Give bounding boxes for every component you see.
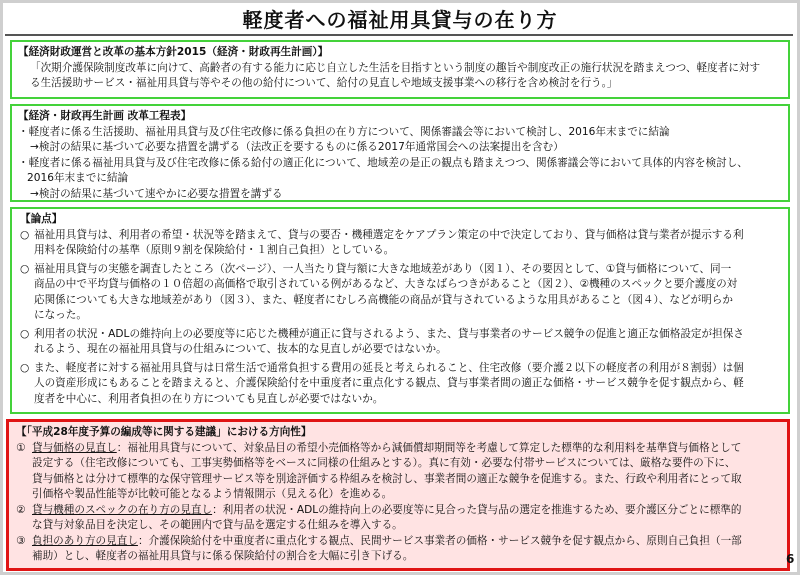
- issues-paragraph: [20, 228, 782, 259]
- issues-p4-line-1: また、軽度者に対する福祉用具貸与は日常生活で通常負担する費用の延長と考えられること、住宅改修（要介護２以下の軽度者の利用が８割弱）は個: [34, 361, 744, 374]
- reform-schedule-line-1: ・軽度者に係る生活援助、福祉用具貸与及び住宅改修に係る負担の在り方について、関係審議会等において検討し、2016年末までに結論: [18, 125, 670, 138]
- issues-heading: 【論点】: [20, 213, 63, 225]
- recommendation-item: [16, 441, 780, 503]
- basic-policy-heading: 【経済財政運営と改革の基本方針2015（経済・財政再生計画）】: [18, 46, 329, 58]
- slide-title: 軽度者への福祉用具貸与の在り方: [242, 8, 558, 32]
- item-3-line-1: ：介護保険給付を中重度者に重点化する観点、民間サービス事業者の価格・サービス競争を促す観点から、原則自己負担（一部: [137, 534, 742, 547]
- issues-p2-line-1: 福祉用具貸与の実態を調査したところ（次ページ）、一人当たり貸与額に大きな地域差があり（図１）、その要因として、①貸与価格について、同一: [34, 262, 732, 275]
- issues-p3-line-1: 利用者の状況・ADLの維持向上の必要度等に応じた機種が適正に貸与されるよう、また、貸与事業者のサービス競争の促進と適正な価格設定が担保さ: [34, 327, 744, 340]
- issues-p4-line-3: 度者を中心に、利用者負担の在り方についても見直しが必要ではないか。: [34, 392, 384, 405]
- item-2-subtitle: 貸与機種のスペックの在り方の見直し: [32, 503, 213, 516]
- issues-p4-line-2: 人の資産形成にもあることを踏まえると、介護保険給付を中重度者に重点化する観点、貸与事業者間の適正な価格・サービス競争を促す観点から、軽: [34, 377, 744, 389]
- item-2-line-2: な貸与対象品目を決定し、その範囲内で貸与品を選定する仕組みを導入する。: [32, 519, 403, 531]
- item-number-2: ②: [16, 503, 26, 516]
- budget-recommendation-heading: 【「平成28年度予算の編成等に関する建議」における方向性】: [16, 426, 312, 438]
- item-1-line-2: 設定する（住宅改修についても、工事実勢価格等をベースに同様の仕組みとする）。真に有効・必要な付帯サービスについては、厳格な要件の下に、: [32, 457, 736, 469]
- reform-schedule-line-2: →検討の結果に基づいて必要な措置を講ずる（法改正を要するものに係る2017年通常国会への法案提出を含む）: [30, 141, 564, 153]
- recommendation-item: [16, 534, 780, 565]
- issues-p2-line-2: 商品の中で平均貸与価格の１０倍超の高価格で取引されている例があるなど、大きなばらつきがあること（図２）、②機種のスペックと要介護度の対: [34, 278, 738, 290]
- issues-paragraph: [20, 327, 782, 358]
- item-1-line-4: 引価格や製品性能等が比較可能となるよう情報開示（見える化）を進める。: [32, 488, 393, 500]
- issues-p3-line-2: れるよう、現在の福祉用具貸与の仕組みについて、抜本的な見直しが必要ではないか。: [34, 343, 447, 355]
- item-2-line-1: ：利用者の状況・ADLの維持向上の必要度等に見合った貸与品の選定を推進するため、要介護区分ごとに標準的: [212, 503, 742, 516]
- item-3-line-2: 補助）とし、軽度者の福祉用具貸与に係る保険給付の割合を大幅に引き下げる。: [32, 550, 414, 562]
- item-1-subtitle: 貸与価格の見直し: [32, 441, 117, 454]
- title-underline: [5, 34, 793, 36]
- basic-policy-box: [10, 40, 790, 99]
- circle-bullet-icon: ○: [20, 228, 30, 241]
- issues-p1-line-1: 福祉用具貸与は、利用者の希望・状況等を踏まえて、貸与の要否・機種選定をケアプラン策定の中で決定しており、貸与価格は貸与業者が提示する利: [34, 228, 744, 241]
- circle-bullet-icon: ○: [20, 361, 30, 374]
- issues-paragraph: [20, 361, 782, 408]
- issues-box: [10, 207, 790, 414]
- reform-schedule-heading: 【経済・財政再生計画 改革工程表】: [18, 110, 192, 122]
- reform-schedule-line-3: ・軽度者に係る福祉用具貸与及び住宅改修に係る給付の適正化について、地域差の是正の観点も踏まえつつ、関係審議会等において具体的内容を検討し、: [18, 156, 748, 169]
- item-number-3: ③: [16, 534, 26, 547]
- item-1-line-3: 貸与価格とは分けて標準的な保守管理サービス等を別途評価する枠組みを検討し、事業者間の適正な競争を促進する。また、行政や利用者にとって取: [32, 472, 742, 485]
- reform-schedule-line-5: →検討の結果に基づいて速やかに必要な措置を講ずる: [30, 187, 283, 200]
- budget-recommendation-box: [6, 419, 790, 571]
- reform-schedule-box: [10, 104, 790, 202]
- recommendation-item: [16, 503, 780, 534]
- basic-policy-line-2: る生活援助サービス・福祉用具貸与等やその他の給付について、給付の見直しや地域支援事業への移行を含め検討を行う。」: [30, 77, 618, 89]
- issues-p1-line-2: 用料を保険給付の基準（原則９割を保険給付・１割自己負担）としている。: [34, 244, 395, 256]
- page-number: 6: [786, 552, 795, 566]
- reform-schedule-line-4: 2016年末までに結論: [27, 172, 129, 184]
- issues-p2-line-4: になった。: [34, 309, 87, 321]
- issues-p2-line-3: 応関係についても大きな地域差があり（図３）、また、軽度者にむしろ高機能の商品が貸与されているような用具があること（図４）、などが明らか: [34, 293, 733, 306]
- item-number-1: ①: [16, 441, 26, 454]
- circle-bullet-icon: ○: [20, 262, 30, 275]
- item-3-subtitle: 負担のあり方の見直し: [32, 534, 138, 547]
- circle-bullet-icon: ○: [20, 327, 30, 340]
- item-1-line-1: ：福祉用具貸与について、対象品目の希望小売価格等から減価償却期間等を考慮して算定した標準的な利用料を基準貸与価格として: [116, 441, 742, 454]
- issues-paragraph: [20, 262, 782, 324]
- basic-policy-line-1: 「次期介護保険制度改革に向けて、高齢者の有する能力に応じ自立した生活を目指すという制度の趣旨や制度改正の施行状況を踏まえつつ、軽度者に対す: [30, 61, 761, 74]
